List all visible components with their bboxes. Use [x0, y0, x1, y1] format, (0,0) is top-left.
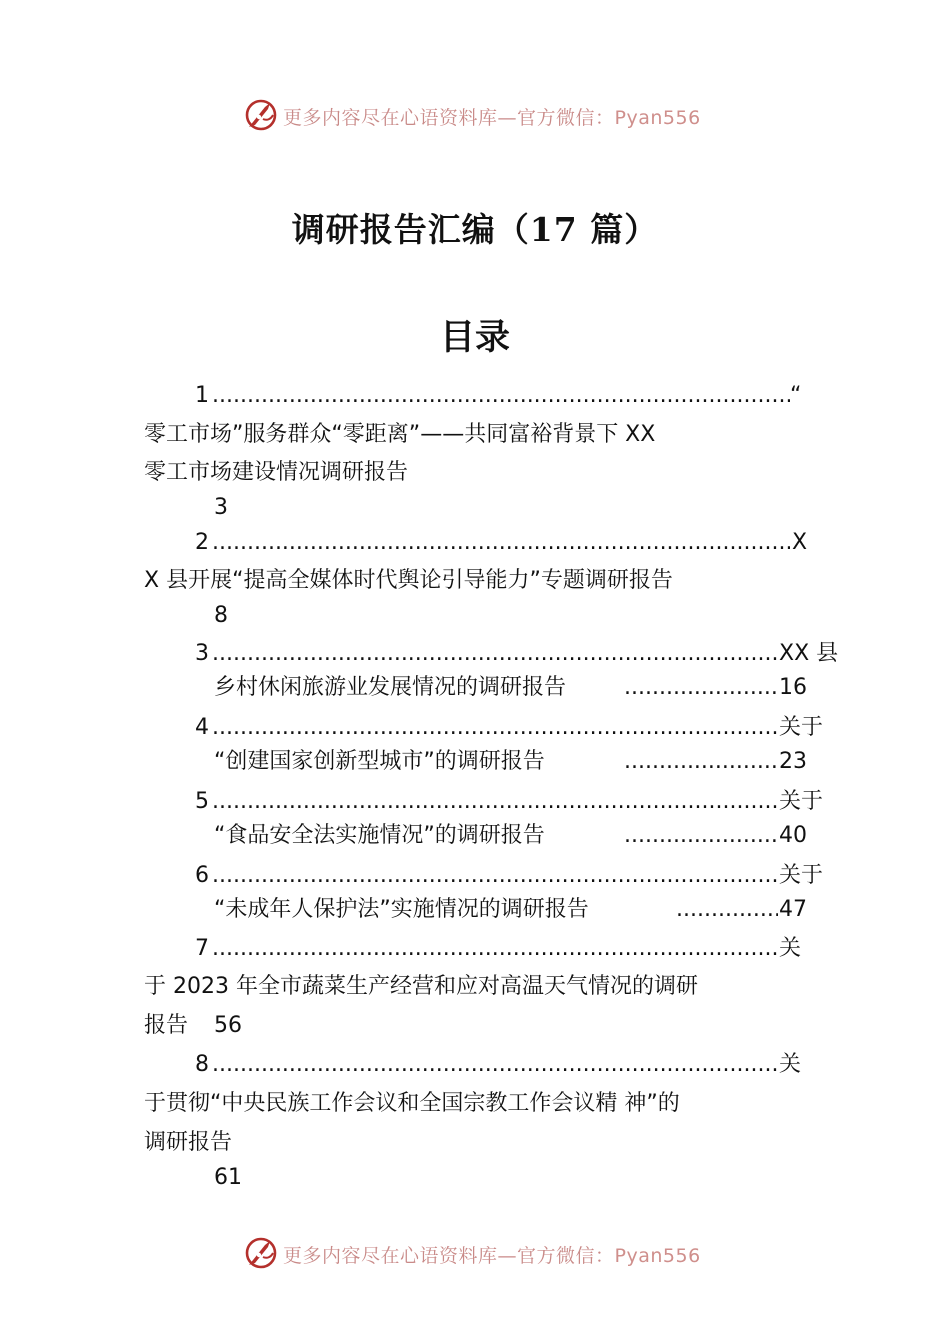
quill-seal-logo-icon: [243, 97, 279, 133]
toc-title-line: “创建国家创新型城市”的调研报告: [214, 749, 545, 774]
toc-leader-dots: [676, 896, 778, 924]
toc-leader-dots: [212, 714, 778, 742]
toc-title-start: “: [790, 383, 802, 408]
toc-leader-dots: [212, 382, 790, 410]
toc-title-start: 关于: [779, 863, 824, 888]
toc-title-start: 关于: [779, 789, 824, 814]
toc-leader-dots: [212, 788, 778, 816]
toc-title-line: X 县开展“提高全媒体时代舆论引导能力”专题调研报告: [144, 568, 673, 593]
toc-title-start: 关: [779, 1052, 802, 1077]
toc-leader-dots: [624, 674, 778, 702]
toc-number: 1: [195, 383, 209, 408]
toc-page-number: 56: [214, 1013, 242, 1038]
document-title: 调研报告汇编（17 篇）: [291, 210, 659, 249]
toc-title-line: 零工市场建设情况调研报告: [144, 460, 409, 485]
toc-page-number: 23: [779, 749, 807, 774]
toc-number: 3: [195, 641, 209, 666]
toc-page-number: 8: [214, 603, 228, 628]
wechat-id: Pyan556: [614, 1245, 701, 1267]
toc-title-start: X: [792, 530, 808, 555]
toc-number: 6: [195, 863, 209, 888]
toc-title-start: XX 县: [779, 641, 839, 666]
toc-title-line: 报告: [144, 1013, 189, 1038]
toc-title-line: “未成年人保护法”实施情况的调研报告: [214, 897, 589, 922]
toc-leader-dots: [212, 529, 790, 557]
toc-page-number: 3: [214, 495, 228, 520]
footer-banner: [0, 1233, 950, 1273]
toc-leader-dots: [624, 748, 778, 776]
toc-title-start: 关: [779, 936, 802, 961]
toc-number: 8: [195, 1052, 209, 1077]
toc-leader-dots: [212, 640, 778, 668]
toc-page-number: 47: [779, 897, 807, 922]
toc-title-line: 于 2023 年全市蔬菜生产经营和应对高温天气情况的调研: [144, 974, 698, 999]
toc-number: 7: [195, 936, 209, 961]
toc-leader-dots: [212, 935, 778, 963]
toc-leader-dots: [212, 1051, 778, 1079]
toc-leader-dots: [624, 822, 778, 850]
toc-leader-dots: [212, 862, 778, 890]
toc-title-line: “食品安全法实施情况”的调研报告: [214, 823, 545, 848]
banner-text: 更多内容尽在心语资料库—官方微信：Pyan556: [283, 1245, 701, 1267]
toc-heading: 目录: [439, 317, 510, 358]
wechat-id: Pyan556: [614, 107, 701, 129]
toc-page-number: 61: [214, 1165, 242, 1190]
toc-number: 2: [195, 530, 209, 555]
toc-number: 4: [195, 715, 209, 740]
quill-seal-logo-icon: [243, 1235, 279, 1271]
toc-title-line: 乡村休闲旅游业发展情况的调研报告: [214, 675, 567, 700]
toc-title-line: 调研报告: [144, 1130, 233, 1155]
toc-number: 5: [195, 789, 209, 814]
toc-page-number: 16: [779, 675, 807, 700]
toc-page-number: 40: [779, 823, 807, 848]
toc-title-start: 关于: [779, 715, 824, 740]
toc-title-line: 零工市场”服务群众“零距离”——共同富裕背景下 XX: [144, 422, 656, 447]
banner-text: 更多内容尽在心语资料库—官方微信：Pyan556: [283, 107, 701, 129]
header-banner: [0, 95, 950, 135]
toc-title-line: 于贯彻“中央民族工作会议和全国宗教工作会议精 神”的: [144, 1091, 680, 1116]
